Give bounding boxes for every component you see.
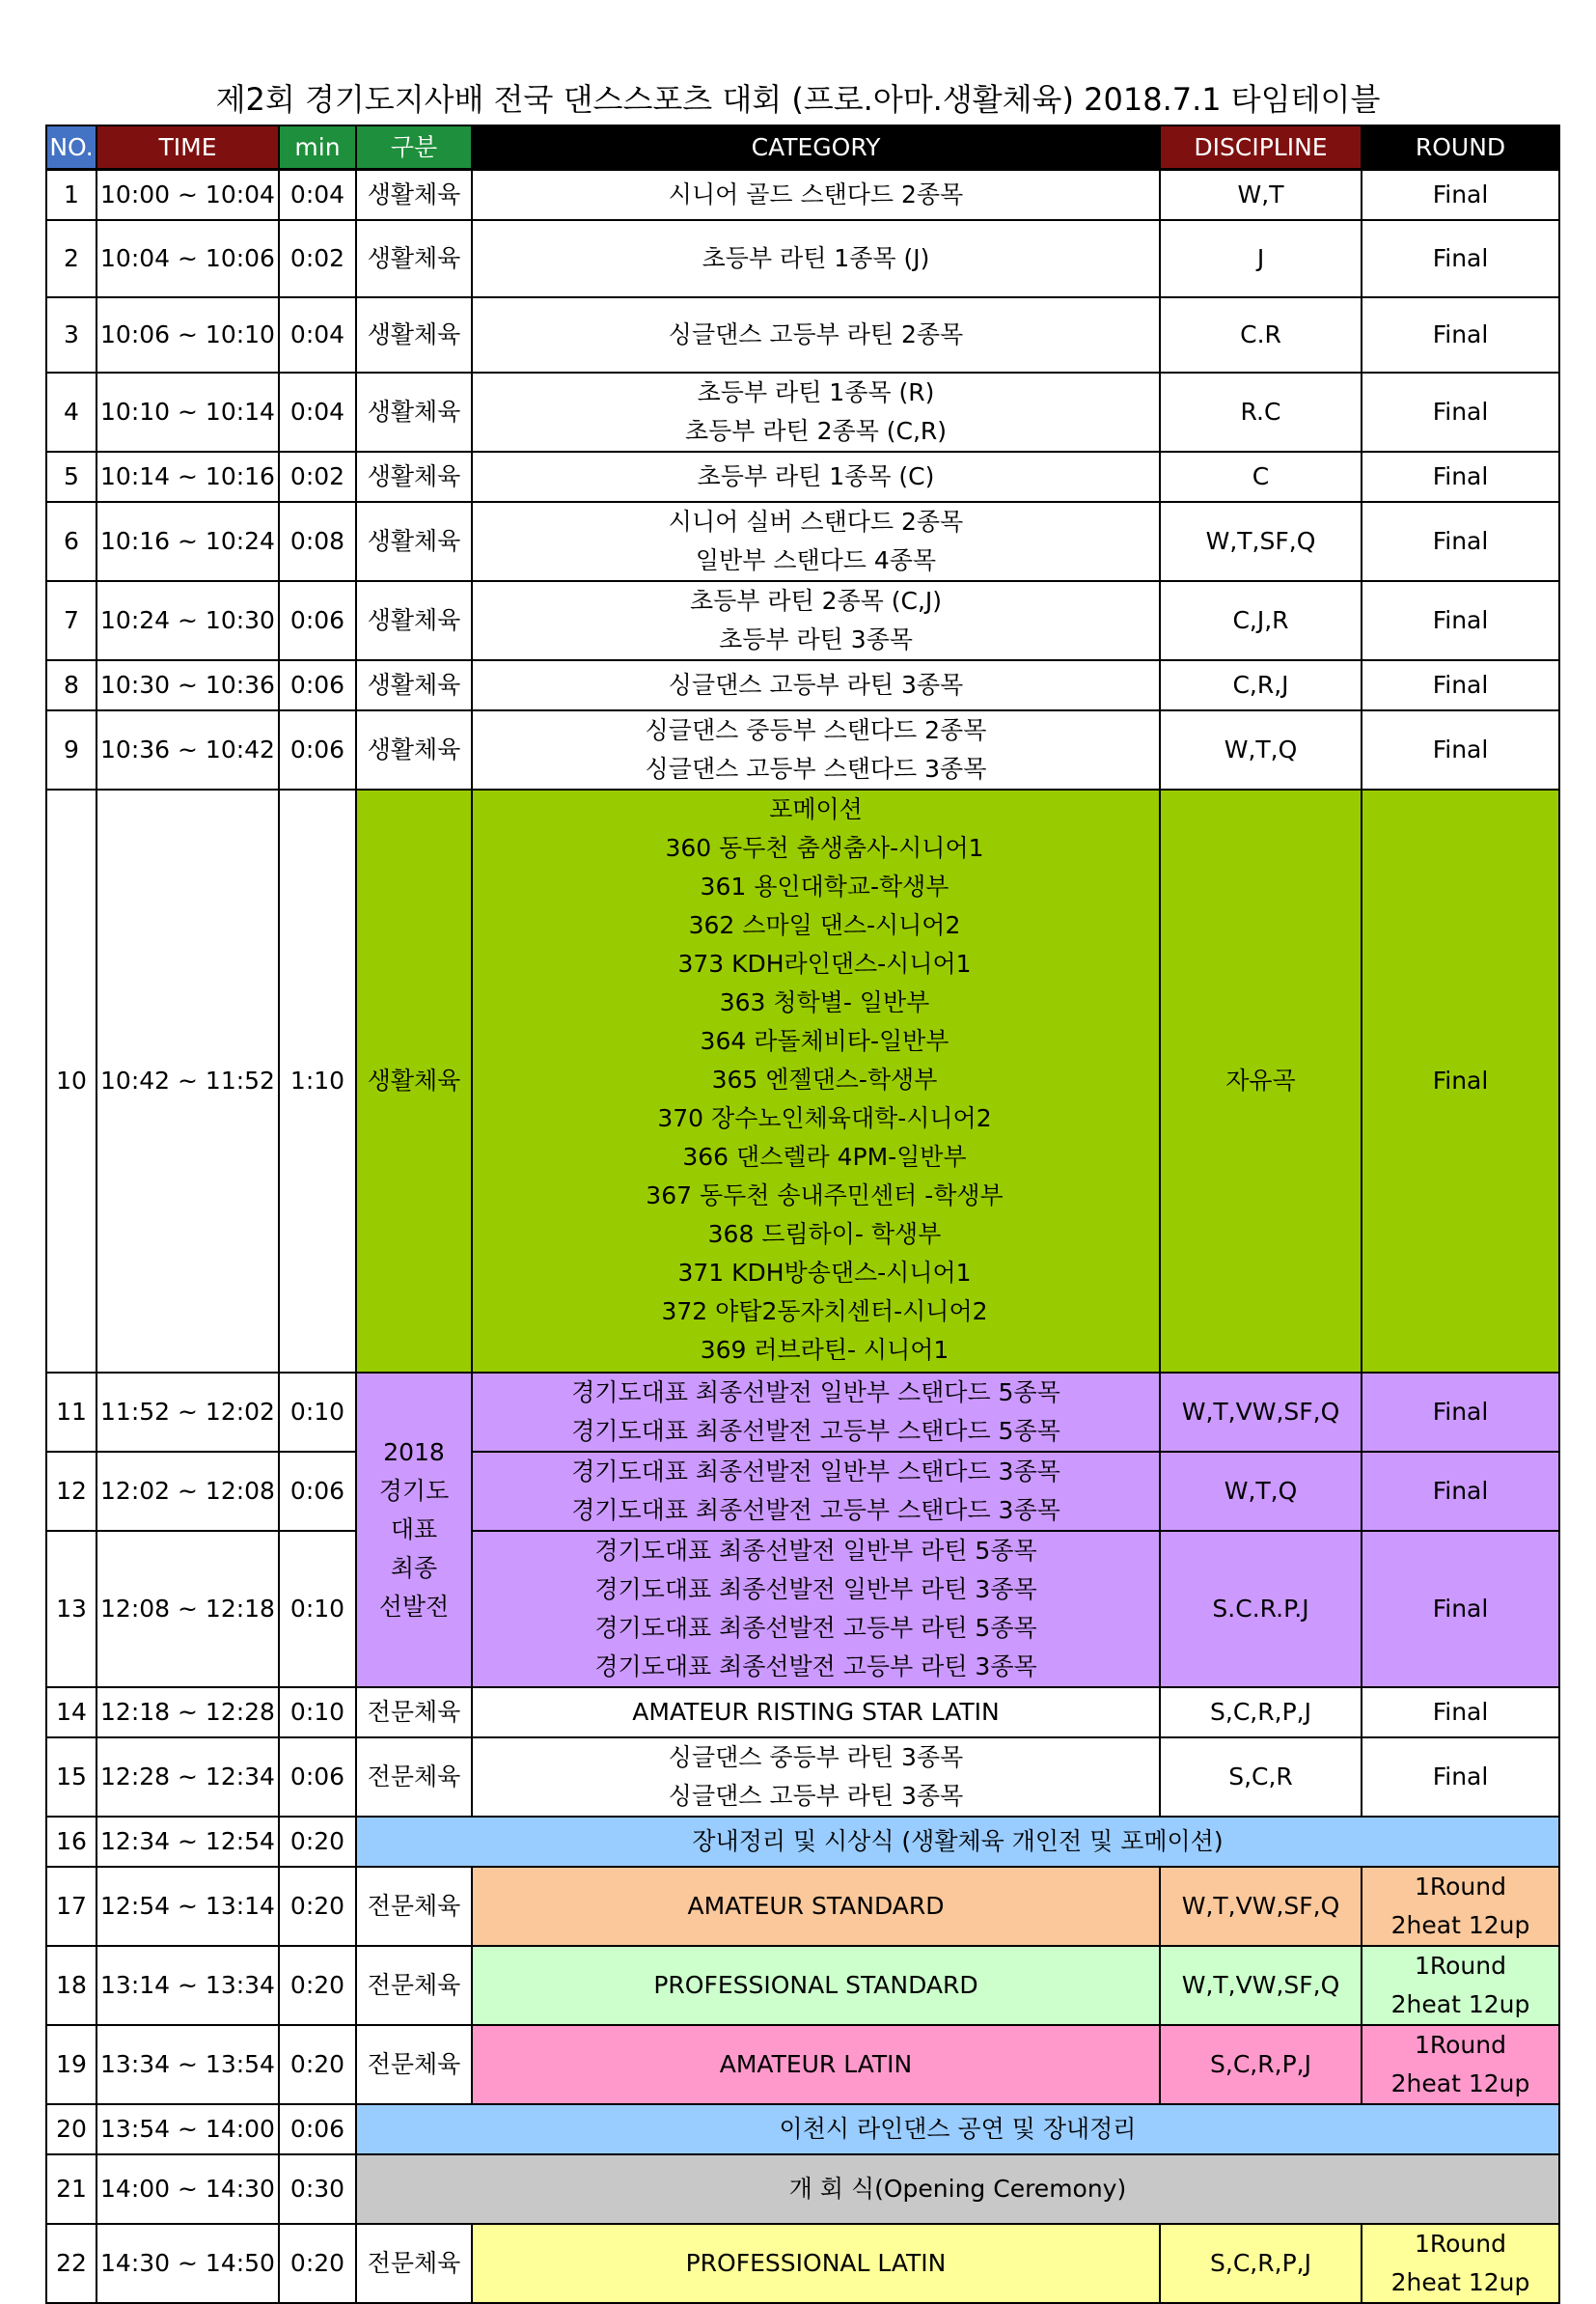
row-discipline: S.C.R.P.J [1160,1531,1362,1687]
row-round [1362,1373,1559,1452]
row-category [472,502,1160,581]
table-row [46,170,1559,220]
row-time: 10:24 ~ 10:30 [96,581,279,660]
row-discipline: W,T,Q [1160,710,1362,790]
row-discipline: S,C,R,P,J [1160,1687,1362,1737]
row-min: 0:30 [279,2154,356,2224]
category-line: AMATEUR LATIN [719,2049,913,2078]
row-time: 12:02 ~ 12:08 [96,1452,279,1531]
row-type: 전문체육 [356,2224,472,2303]
row-no: 11 [46,1373,96,1452]
row-min: 1:10 [279,790,356,1373]
table-header-row [46,125,1559,170]
header-min: min [279,125,356,170]
row-round [1362,581,1559,660]
row-category [472,790,1160,1373]
row-type: 생활체육 [356,452,472,502]
row-category [472,1531,1160,1687]
round-line: Final [1432,243,1489,272]
round-line: Final [1432,397,1489,426]
formation-team: 369 러브라틴- 시니어1 [700,1335,949,1364]
row-discipline: 자유곡 [1160,790,1362,1373]
row-category [472,1452,1160,1531]
row-round [1362,452,1559,502]
row-round [1362,660,1559,710]
table-row [46,220,1559,297]
row-round [1362,1531,1559,1687]
round-line: Final [1432,319,1489,348]
table-body [46,170,1559,2303]
row-category [472,1373,1160,1452]
row-discipline: C,J,R [1160,581,1362,660]
round-line: 2heat 12up [1390,1910,1530,1939]
category-line: 포메이션 [769,794,863,823]
row-round [1362,373,1559,452]
row-notice: 장내정리 및 시상식 (생활체육 개인전 및 포메이션) [356,1817,1559,1867]
row-category [472,581,1160,660]
table-row [46,2025,1559,2104]
row-time: 10:36 ~ 10:42 [96,710,279,790]
row-discipline: J [1160,220,1362,297]
category-line: 싱글댄스 고등부 라틴 2종목 [668,319,964,348]
category-line: PROFESSIONAL LATIN [685,2248,947,2277]
table-row [46,1452,1559,1531]
row-min: 0:20 [279,2025,356,2104]
row-round [1362,297,1559,373]
row-min: 0:20 [279,1867,356,1946]
formation-team: 365 엔젤댄스-학생부 [711,1065,938,1094]
row-no: 10 [46,790,96,1373]
round-line: Final [1432,735,1489,763]
row-category [472,2025,1160,2104]
category-line: 경기도대표 최종선발전 고등부 라틴 5종목 [594,1613,1037,1642]
row-no: 21 [46,2154,96,2224]
row-discipline: W,T [1160,170,1362,220]
table-row [46,2224,1559,2303]
category-line: 경기도대표 최종선발전 고등부 스탠다드 3종목 [571,1495,1060,1524]
row-type: 생활체육 [356,710,472,790]
round-line: Final [1432,1476,1489,1505]
table-row [46,581,1559,660]
round-line: Final [1432,461,1489,490]
row-no: 22 [46,2224,96,2303]
row-type: 생활체육 [356,790,472,1373]
row-type: 생활체육 [356,220,472,297]
row-no: 12 [46,1452,96,1531]
row-category [472,2224,1160,2303]
row-time: 14:00 ~ 14:30 [96,2154,279,2224]
category-line: 일반부 스탠다드 4종목 [695,545,937,574]
row-round [1362,1452,1559,1531]
row-time: 10:42 ~ 11:52 [96,790,279,1373]
selection-group-line: 최종 [390,1553,438,1582]
row-round [1362,1687,1559,1737]
row-no: 18 [46,1946,96,2025]
row-no: 1 [46,170,96,220]
row-time: 10:14 ~ 10:16 [96,452,279,502]
selection-group-line: 대표 [390,1514,438,1543]
row-time: 10:16 ~ 10:24 [96,502,279,581]
row-category [472,1687,1160,1737]
row-category [472,1946,1160,2025]
row-no: 7 [46,581,96,660]
row-category [472,1867,1160,1946]
row-round [1362,170,1559,220]
row-time: 10:10 ~ 10:14 [96,373,279,452]
row-type: 생활체육 [356,373,472,452]
category-line: 경기도대표 최종선발전 일반부 스탠다드 5종목 [571,1377,1060,1406]
formation-team: 363 청학별- 일반부 [719,987,930,1016]
row-category [472,297,1160,373]
row-category [472,710,1160,790]
row-round [1362,220,1559,297]
header-discipline: DISCIPLINE [1160,125,1362,170]
category-line: 싱글댄스 고등부 스탠다드 3종목 [645,754,987,783]
row-min: 0:06 [279,1452,356,1531]
header-no: NO. [46,125,96,170]
row-notice: 이천시 라인댄스 공연 및 장내정리 [356,2104,1559,2154]
round-line: 2heat 12up [1390,1989,1530,2018]
table-row [46,1531,1559,1687]
round-line: 2heat 12up [1390,2267,1530,2296]
selection-group-line: 경기도 [378,1476,450,1505]
category-line: 경기도대표 최종선발전 일반부 라틴 5종목 [594,1536,1037,1565]
row-min: 0:20 [279,1817,356,1867]
table-row [46,373,1559,452]
round-line: Final [1432,1397,1489,1426]
category-line: AMATEUR STANDARD [687,1891,945,1920]
formation-team: 366 댄스렐라 4PM-일반부 [682,1142,967,1171]
header-time: TIME [96,125,279,170]
row-time: 14:30 ~ 14:50 [96,2224,279,2303]
row-no: 5 [46,452,96,502]
page-title: 제2회 경기도지사배 전국 댄스스포츠 대회 (프로.아마.생활체육) 2018.7.1 타임테이블 [215,81,1381,118]
row-round [1362,2025,1559,2104]
row-time: 10:30 ~ 10:36 [96,660,279,710]
row-round [1362,790,1559,1373]
table-row [46,790,1559,1373]
round-line: 1Round [1414,2030,1506,2059]
formation-team: 361 용인대학교-학생부 [700,872,949,901]
row-notice: 개 회 식(Opening Ceremony) [356,2154,1559,2224]
row-min: 0:04 [279,170,356,220]
row-discipline: C.R [1160,297,1362,373]
row-discipline: W,T,VW,SF,Q [1160,1946,1362,2025]
row-min: 0:10 [279,1531,356,1687]
row-min: 0:08 [279,502,356,581]
row-no: 6 [46,502,96,581]
row-time: 12:18 ~ 12:28 [96,1687,279,1737]
table-row [46,297,1559,373]
category-line: 싱글댄스 고등부 라틴 3종목 [668,1781,964,1810]
table-row [46,452,1559,502]
row-min: 0:20 [279,2224,356,2303]
category-line: 경기도대표 최종선발전 고등부 라틴 3종목 [594,1652,1037,1680]
selection-group [356,1373,472,1687]
row-discipline: W,T,SF,Q [1160,502,1362,581]
row-min: 0:04 [279,297,356,373]
row-round [1362,1867,1559,1946]
round-line: Final [1432,1762,1489,1790]
row-discipline: W,T,Q [1160,1452,1362,1531]
table-row [46,2104,1559,2154]
row-type: 전문체육 [356,1737,472,1817]
category-line: 초등부 라틴 1종목 (R) [697,377,935,406]
row-discipline: R.C [1160,373,1362,452]
round-line: Final [1432,1594,1489,1623]
row-min: 0:06 [279,581,356,660]
row-round [1362,2224,1559,2303]
row-type: 전문체육 [356,1946,472,2025]
row-min: 0:04 [279,373,356,452]
category-line: 싱글댄스 중등부 라틴 3종목 [668,1742,964,1771]
row-time: 10:04 ~ 10:06 [96,220,279,297]
table-row [46,660,1559,710]
category-line: 경기도대표 최종선발전 일반부 라틴 3종목 [594,1574,1037,1603]
row-time: 12:34 ~ 12:54 [96,1817,279,1867]
row-category [472,220,1160,297]
row-round [1362,1946,1559,2025]
row-time: 12:28 ~ 12:34 [96,1737,279,1817]
category-line: AMATEUR RISTING STAR LATIN [632,1697,1000,1726]
row-time: 12:08 ~ 12:18 [96,1531,279,1687]
row-no: 13 [46,1531,96,1687]
row-discipline: C [1160,452,1362,502]
row-no: 9 [46,710,96,790]
row-round [1362,710,1559,790]
row-round [1362,1737,1559,1817]
row-discipline: W,T,VW,SF,Q [1160,1373,1362,1452]
row-type: 생활체육 [356,502,472,581]
row-type: 생활체육 [356,581,472,660]
row-min: 0:02 [279,220,356,297]
row-category [472,170,1160,220]
row-time: 10:06 ~ 10:10 [96,297,279,373]
header-type: 구분 [356,125,472,170]
row-discipline: W,T,VW,SF,Q [1160,1867,1362,1946]
row-discipline: S,C,R [1160,1737,1362,1817]
row-no: 19 [46,2025,96,2104]
row-no: 2 [46,220,96,297]
category-line: 시니어 실버 스탠다드 2종목 [668,507,964,536]
formation-team: 370 장수노인체육대학-시니어2 [657,1103,992,1132]
category-line: 경기도대표 최종선발전 고등부 스탠다드 5종목 [571,1416,1060,1445]
formation-team: 372 야탑2동자치센터-시니어2 [661,1296,988,1325]
row-round [1362,502,1559,581]
table-row [46,1946,1559,2025]
table-row [46,1867,1559,1946]
formation-team: 362 스마일 댄스-시니어2 [688,910,961,939]
row-no: 8 [46,660,96,710]
row-type: 생활체육 [356,297,472,373]
category-line: 싱글댄스 고등부 라틴 3종목 [668,670,964,699]
row-category [472,660,1160,710]
formation-team: 360 동두천 춤생춤사-시니어1 [665,833,984,862]
header-category: CATEGORY [472,125,1160,170]
row-time: 13:14 ~ 13:34 [96,1946,279,2025]
row-time: 13:54 ~ 14:00 [96,2104,279,2154]
round-line: Final [1432,605,1489,634]
formation-team: 368 드림하이- 학생부 [707,1219,942,1248]
round-line: 1Round [1414,1951,1506,1980]
formation-team: 371 KDH방송댄스-시니어1 [677,1258,972,1287]
round-line: Final [1432,1066,1489,1095]
formation-team: 364 라돌체비타-일반부 [700,1026,949,1055]
row-discipline: C,R,J [1160,660,1362,710]
row-min: 0:02 [279,452,356,502]
row-min: 0:20 [279,1946,356,2025]
round-line: 2heat 12up [1390,2068,1530,2097]
table-row [46,1687,1559,1737]
table-row [46,502,1559,581]
round-line: Final [1432,526,1489,555]
round-line: Final [1432,1697,1489,1726]
round-line: 1Round [1414,1872,1506,1901]
row-discipline: S,C,R,P,J [1160,2224,1362,2303]
category-line: 초등부 라틴 2종목 (C,R) [684,416,948,445]
row-min: 0:06 [279,1737,356,1817]
row-type: 생활체육 [356,170,472,220]
row-discipline: S,C,R,P,J [1160,2025,1362,2104]
round-line: Final [1432,180,1489,208]
timetable [45,125,1560,2304]
table-row [46,710,1559,790]
row-time: 12:54 ~ 13:14 [96,1867,279,1946]
category-line: 경기도대표 최종선발전 일반부 스탠다드 3종목 [571,1457,1060,1485]
row-min: 0:10 [279,1687,356,1737]
row-category [472,373,1160,452]
header-round: ROUND [1362,125,1559,170]
row-type: 전문체육 [356,2025,472,2104]
row-no: 16 [46,1817,96,1867]
row-no: 3 [46,297,96,373]
row-min: 0:06 [279,660,356,710]
row-min: 0:06 [279,710,356,790]
row-category [472,1737,1160,1817]
round-line: Final [1432,670,1489,699]
row-time: 10:00 ~ 10:04 [96,170,279,220]
category-line: 초등부 라틴 2종목 (C,J) [689,586,943,615]
category-line: 초등부 라틴 3종목 [719,625,913,653]
table-row [46,1817,1559,1867]
formation-team: 367 동두천 송내주민센터 -학생부 [646,1180,1004,1209]
row-min: 0:10 [279,1373,356,1452]
row-no: 15 [46,1737,96,1817]
row-type: 전문체육 [356,1687,472,1737]
row-time: 11:52 ~ 12:02 [96,1373,279,1452]
row-time: 13:34 ~ 13:54 [96,2025,279,2104]
table-row [46,1373,1559,1452]
table-row [46,1737,1559,1817]
category-line: PROFESSIONAL STANDARD [653,1970,978,1999]
category-line: 초등부 라틴 1종목 (J) [702,243,930,272]
row-category [472,452,1160,502]
selection-group-line: 선발전 [378,1592,450,1621]
row-type: 생활체육 [356,660,472,710]
row-no: 17 [46,1867,96,1946]
round-line: 1Round [1414,2229,1506,2258]
row-no: 14 [46,1687,96,1737]
category-line: 싱글댄스 중등부 스탠다드 2종목 [645,715,987,744]
formation-team: 373 KDH라인댄스-시니어1 [677,949,972,978]
table-row [46,2154,1559,2224]
row-type: 전문체육 [356,1867,472,1946]
category-line: 초등부 라틴 1종목 (C) [697,461,935,490]
selection-group-line: 2018 [383,1437,445,1466]
category-line: 시니어 골드 스탠다드 2종목 [668,180,964,208]
row-no: 20 [46,2104,96,2154]
row-no: 4 [46,373,96,452]
row-min: 0:06 [279,2104,356,2154]
